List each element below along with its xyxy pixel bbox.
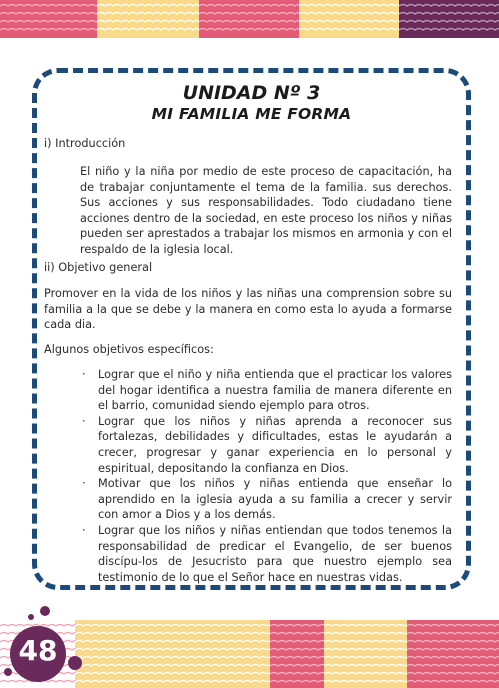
wave-line bbox=[0, 21, 97, 23]
bullet-icon: · bbox=[82, 477, 86, 491]
list-item bbox=[82, 414, 452, 476]
wave-line bbox=[270, 681, 324, 683]
wave-line bbox=[199, 5, 299, 7]
wave-line bbox=[199, 13, 299, 15]
list-item-text: Lograr que los niños y niñas entiendan que todos tenemos la responsabilidad de predicar el Evangelio, de ser buenos discípu-los de Jesucristo para que nuestro ejemplo sea testimonio de lo que el Señor hace en nuestras vidas. bbox=[98, 523, 452, 584]
wave-pattern-icon bbox=[399, 0, 499, 38]
wave-line bbox=[399, 5, 499, 7]
wave-line bbox=[399, 21, 499, 23]
wave-line bbox=[324, 665, 407, 667]
paint-splat-icon bbox=[4, 668, 12, 676]
wave-line bbox=[299, 5, 399, 7]
wave-line bbox=[407, 649, 499, 651]
wave-line bbox=[270, 633, 324, 635]
bullet-icon: · bbox=[82, 368, 86, 381]
wave-pattern-icon bbox=[407, 620, 499, 688]
wave-line bbox=[0, 5, 97, 7]
objective-heading: ii) Objetivo general bbox=[44, 261, 153, 274]
wave-line bbox=[199, 29, 299, 31]
footer-band-block bbox=[75, 620, 270, 688]
wave-line bbox=[299, 29, 399, 31]
wave-line bbox=[270, 625, 324, 627]
paint-splat-icon bbox=[68, 656, 82, 670]
specific-objectives-heading: Algunos objetivos específicos: bbox=[44, 343, 214, 356]
wave-line bbox=[407, 665, 499, 667]
footer-band-block bbox=[407, 620, 499, 688]
wave-line bbox=[75, 633, 270, 635]
wave-line bbox=[97, 21, 199, 23]
wave-line bbox=[270, 665, 324, 667]
wave-line bbox=[75, 681, 270, 683]
wave-line bbox=[324, 649, 407, 651]
wave-line bbox=[407, 633, 499, 635]
wave-pattern-icon bbox=[0, 0, 97, 38]
wave-line bbox=[0, 29, 97, 31]
wave-line bbox=[407, 673, 499, 675]
wave-line bbox=[324, 641, 407, 643]
wave-pattern-icon bbox=[270, 620, 324, 688]
wave-line bbox=[97, 5, 199, 7]
header-band-block bbox=[97, 0, 199, 38]
wave-line bbox=[75, 625, 270, 627]
wave-line bbox=[324, 633, 407, 635]
wave-line bbox=[407, 657, 499, 659]
objective-paragraph: Promover en la vida de los niños y las niñas una comprension sobre su familia a la que se debe y la manera en como esta lo ayuda a formarse cada dia. bbox=[44, 287, 452, 332]
unit-subtitle: MI FAMILIA ME FORMA bbox=[151, 105, 352, 123]
wave-pattern-icon bbox=[299, 0, 399, 38]
wave-line bbox=[324, 673, 407, 675]
wave-pattern-icon bbox=[75, 620, 270, 688]
wave-line bbox=[299, 13, 399, 15]
wave-line bbox=[97, 13, 199, 15]
wave-line bbox=[324, 625, 407, 627]
bullet-icon: · bbox=[82, 414, 86, 428]
wave-line bbox=[399, 13, 499, 15]
list-item-text: Lograr que los niños y niñas aprenda a reconocer sus fortalezas, debilidades y dificultades, estas le ayudarán a crecer, progresar y ganar experiencia en lo personal y espiritual, depositando la confianza en Dios. bbox=[98, 414, 452, 475]
header-band-block bbox=[299, 0, 399, 38]
header-band-block bbox=[199, 0, 299, 38]
wave-line bbox=[270, 673, 324, 675]
wave-line bbox=[0, 13, 97, 15]
footer-band-block bbox=[270, 620, 324, 688]
list-item-text: Motivar que los niños y niñas entienda que enseñar lo aprendido en la iglesia ayuda a su familia a crecer y servir con amor a Dios y a los demás. bbox=[98, 477, 452, 522]
wave-line bbox=[270, 649, 324, 651]
wave-pattern-icon bbox=[199, 0, 299, 38]
wave-line bbox=[407, 625, 499, 627]
wave-pattern-icon bbox=[324, 620, 407, 688]
wave-line bbox=[75, 649, 270, 651]
paint-splat-icon bbox=[28, 614, 34, 620]
header-decorative-band bbox=[0, 0, 499, 38]
wave-line bbox=[199, 21, 299, 23]
specific-objectives-list bbox=[82, 367, 452, 585]
wave-line bbox=[270, 657, 324, 659]
wave-line bbox=[75, 665, 270, 667]
bullet-icon: · bbox=[82, 523, 86, 537]
footer-band-block bbox=[324, 620, 407, 688]
wave-line bbox=[324, 657, 407, 659]
wave-line bbox=[399, 29, 499, 31]
wave-line bbox=[270, 641, 324, 643]
wave-line bbox=[324, 681, 407, 683]
wave-line bbox=[407, 681, 499, 683]
header-band-block bbox=[0, 0, 97, 38]
intro-paragraph: El niño y la niña por medio de este proceso de capacitación, ha de trabajar conjuntamente el tema de la familia. sus derechos. Sus acciones y sus responsabilidades. Todo ciudadano tiene acciones dentro de la sociedad, en este proceso los niños y niñas pueden ser aprestados a trabajar los mismos en armonia y con el respaldo de la iglesia local. bbox=[80, 165, 452, 256]
wave-pattern-icon bbox=[97, 0, 199, 38]
intro-heading: i) Introducción bbox=[44, 137, 126, 150]
wave-line bbox=[75, 657, 270, 659]
wave-line bbox=[97, 29, 199, 31]
list-item bbox=[82, 523, 452, 585]
header-band-block bbox=[399, 0, 499, 38]
list-item bbox=[82, 476, 452, 523]
list-item bbox=[82, 367, 452, 414]
wave-line bbox=[75, 641, 270, 643]
unit-title: UNIDAD Nº 3 bbox=[182, 82, 321, 104]
wave-line bbox=[75, 673, 270, 675]
wave-line bbox=[407, 641, 499, 643]
wave-line bbox=[299, 21, 399, 23]
page-number: 48 bbox=[18, 634, 58, 667]
footer-decorative-band bbox=[0, 620, 499, 688]
list-item-text: Lograr que el niño y niña entienda que el practicar los valores del hogar identifica a nuestra familia de manera diferente en el barrio, comunidad siendo ejemplo para otros. bbox=[98, 368, 452, 413]
paint-splat-icon bbox=[40, 606, 50, 616]
